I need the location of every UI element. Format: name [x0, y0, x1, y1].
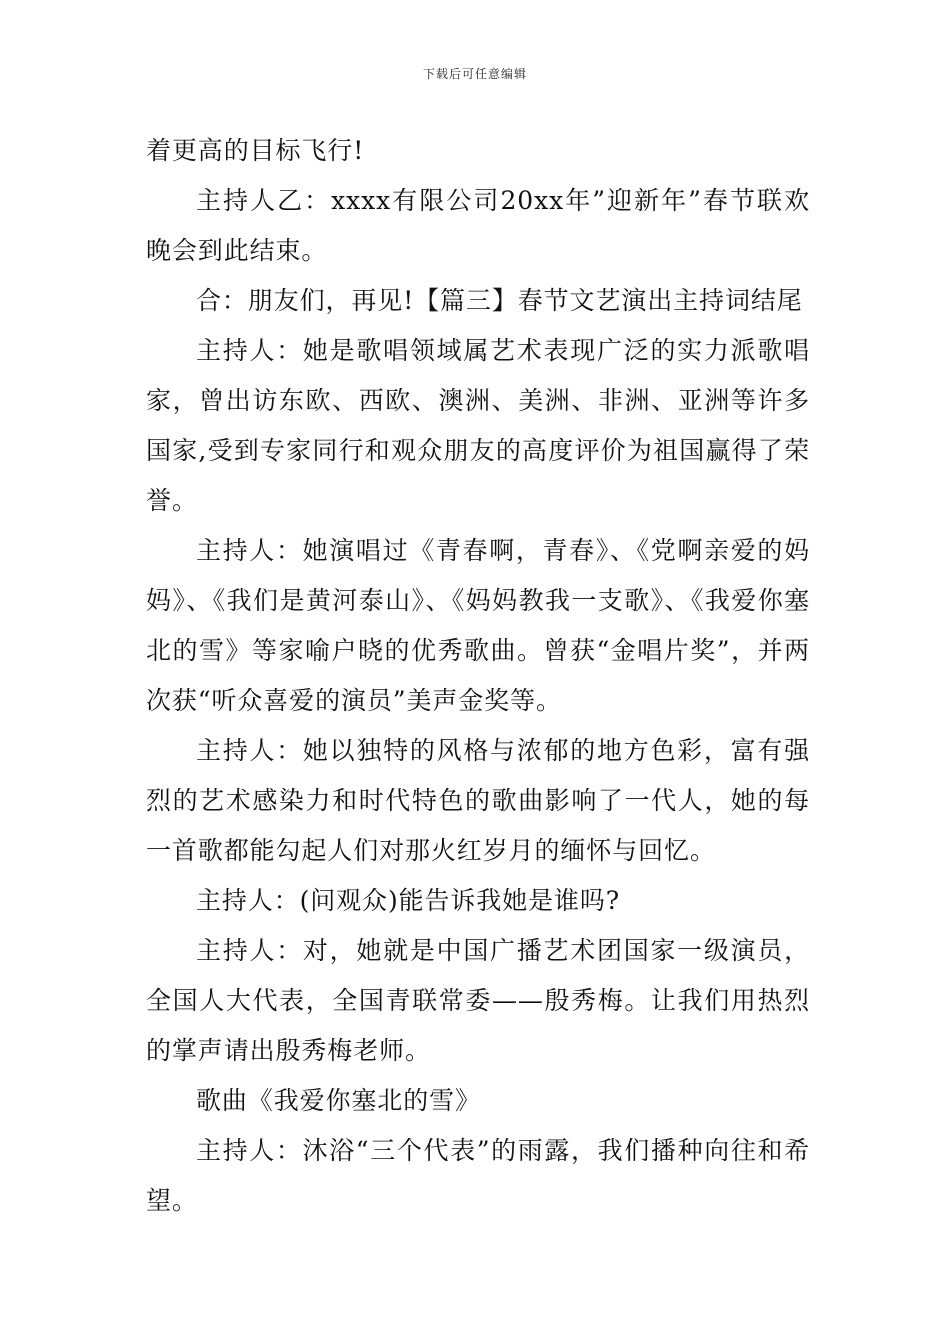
paragraph: 着更高的目标飞行!	[146, 136, 365, 165]
document-body	[146, 126, 810, 1226]
paragraph: 主持人：(问观众)能告诉我她是谁吗?	[196, 886, 621, 915]
paragraph: 主持人：对，她就是中国广播艺术团国家一级演员，全国人大代表，全国青联常委——殷秀梅。让我们用热烈的掌声请出殷秀梅老师。	[146, 936, 810, 1065]
paragraph: 主持人乙：xxxx有限公司20xx年”迎新年”春节联欢晚会到此结束。	[146, 186, 810, 265]
paragraph: 主持人：她是歌唱领域属艺术表现广泛的实力派歌唱家，曾出访东欧、西欧、澳洲、美洲、非洲、亚洲等许多国家,受到专家同行和观众朋友的高度评价为祖国赢得了荣誉。	[146, 336, 810, 515]
paragraph: 主持人：她演唱过《青春啊，青春》、《党啊亲爱的妈妈》、《我们是黄河泰山》、《妈妈教我一支歌》、《我爱你塞北的雪》等家喻户晓的优秀歌曲。曾获“金唱片奖”，并两次获“听众喜爱的演员”美声金奖等。	[146, 536, 810, 715]
paragraph: 主持人：沐浴“三个代表”的雨露，我们播种向往和希望。	[146, 1136, 810, 1215]
paragraph: 歌曲《我爱你塞北的雪》	[196, 1086, 481, 1115]
paragraph: 主持人：她以独特的风格与浓郁的地方色彩，富有强烈的艺术感染力和时代特色的歌曲影响了一代人，她的每一首歌都能勾起人们对那火红岁月的缅怀与回忆。	[146, 736, 810, 865]
paragraph: 合：朋友们，再见!【篇三】春节文艺演出主持词结尾	[196, 286, 803, 315]
header-note: 下载后可任意编辑	[422, 67, 527, 81]
